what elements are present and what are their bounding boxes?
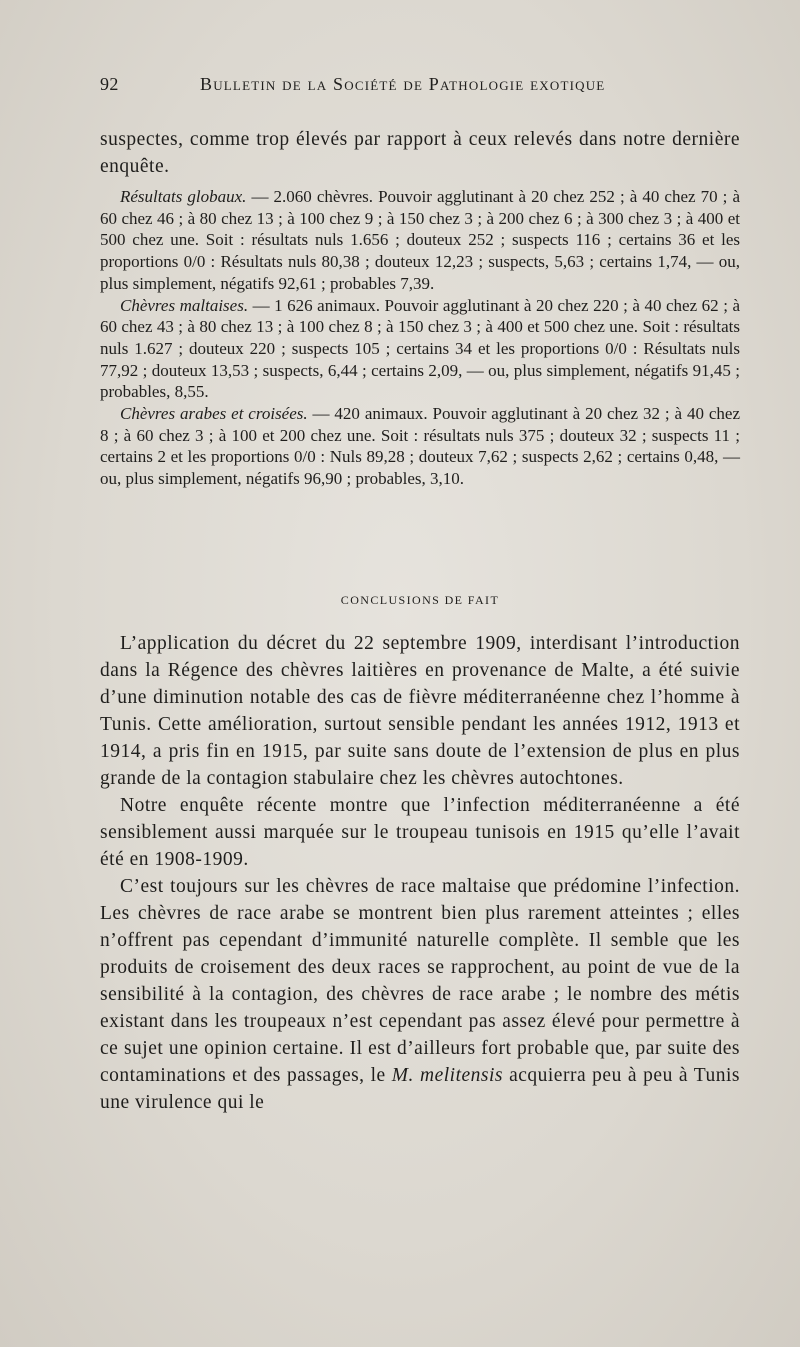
results-global-text: — 2.060 chèvres. Pouvoir agglutinant à 20 chez 252 ; à 40 chez 70 ; à 60 chez 46 ; à 80 chez 13 ; à 100 chez 9 ; à 150 chez 3 ; à 200 chez 6 ; à 300 chez 3 ; à 400 et 500 chez une. Soit : résultats nuls 1.656 ; douteux 252 ; suspects 116 ; certains 36 et les proportions 0/0 : Résultats nuls 80,38 ; douteux 12,23 ; suspects, 5,63 ; certains 1,74, — ou, plus simplement, négatifs 92,61 ; probables 7,39. xyxy=(100,187,740,293)
journal-title: Bulletin de la Société de Pathologie exotique xyxy=(200,74,606,94)
conclusions-block xyxy=(100,630,740,1116)
running-header xyxy=(100,74,740,102)
intro-paragraph xyxy=(100,126,740,180)
results-maltese-label: Chèvres maltaises. xyxy=(120,295,249,315)
results-global xyxy=(100,186,740,295)
conclusion-paragraph-3-end: acquierra peu à peu à Tunis une virulence qui le xyxy=(100,1065,741,1113)
section-heading: CONCLUSIONS DE FAIT xyxy=(340,593,500,607)
results-global-label: Résultats globaux. xyxy=(120,187,247,206)
results-block xyxy=(100,186,740,490)
page-number: 92 xyxy=(100,74,119,94)
conclusion-paragraph-2: Notre enquête récente montre que l’infection méditerranéenne a été sensiblement aussi marquée sur le troupeau tunisois en 1915 qu’elle l’avait été en 1908-1909. xyxy=(100,795,740,870)
results-maltese-text: — 1 626 animaux. Pouvoir agglutinant à 20 chez 220 ; à 40 chez 62 ; à 60 chez 43 ; à 80 chez 13 ; à 100 chez 8 ; à 150 chez 3 ; à 400 et 500 chez une. Soit : résultats nuls 1.627 ; douteux 220 ; suspects 105 ; certains 34 et les proportions 0/0 : Résultats nuls 77,92 ; douteux 13,53 ; suspects, 6,44 ; certains 2,09, — ou, plus simplement, négatifs 91,45 ; probables, 8,55. xyxy=(100,295,740,402)
intro-text: suspectes, comme trop élevés par rapport à ceux relevés dans notre dernière enquête. xyxy=(100,129,740,177)
results-arab-text: — 420 animaux. Pouvoir agglutinant à 20 chez 32 ; à 40 chez 8 ; à 60 chez 3 ; à 100 et 200 chez une. Soit : résultats nuls 375 ; douteux 32 ; suspects 11 ; certains 2 et les proportions 0/0 : Nuls 89,28 ; douteux 7,62 ; suspects 2,62 ; certains 0,48, — ou, plus simplement, négatifs 96,90 ; probables, 3,10. xyxy=(100,404,740,489)
results-arab xyxy=(100,403,740,490)
results-maltese xyxy=(100,295,740,404)
conclusion-paragraph-1: L’application du décret du 22 septembre 1909, interdisant l’introduction dans la Régence des chèvres laitières en provenance de Malte, a été suivie d’une diminution notable des cas de fièvre méditerranéenne chez l’homme à Tunis. Cette amélioration, surtout sensible pendant les années 1912, 1913 et 1914, a pris fin en 1915, par suite sans doute de l’extension de plus en plus grande de la contagion stabulaire chez les chèvres autochtones. xyxy=(100,633,740,789)
conclusion-paragraph-3-text: C’est toujours sur les chèvres de race maltaise que prédomine l’infection. Les chèvres de race arabe se montrent bien plus rarement atteintes ; elles n’offrent pas cependant d’immunité naturelle complète. Il semble que les produits de croisement des deux races se rapprochent, au point de vue de la sensibilité à la contagion, des chèvres de race arabe ; le nombre des métis existant dans les troupeaux n’est cependant pas assez élevé pour permettre à ce sujet une opinion certaine. Il est d’ailleurs fort probable que, par suite des contaminations et des passages, le xyxy=(100,876,740,1086)
results-arab-label: Chèvres arabes et croisées. xyxy=(120,404,308,424)
species-name: M. melitensis xyxy=(391,1065,503,1086)
conclusion-paragraph-3 xyxy=(100,873,740,1116)
